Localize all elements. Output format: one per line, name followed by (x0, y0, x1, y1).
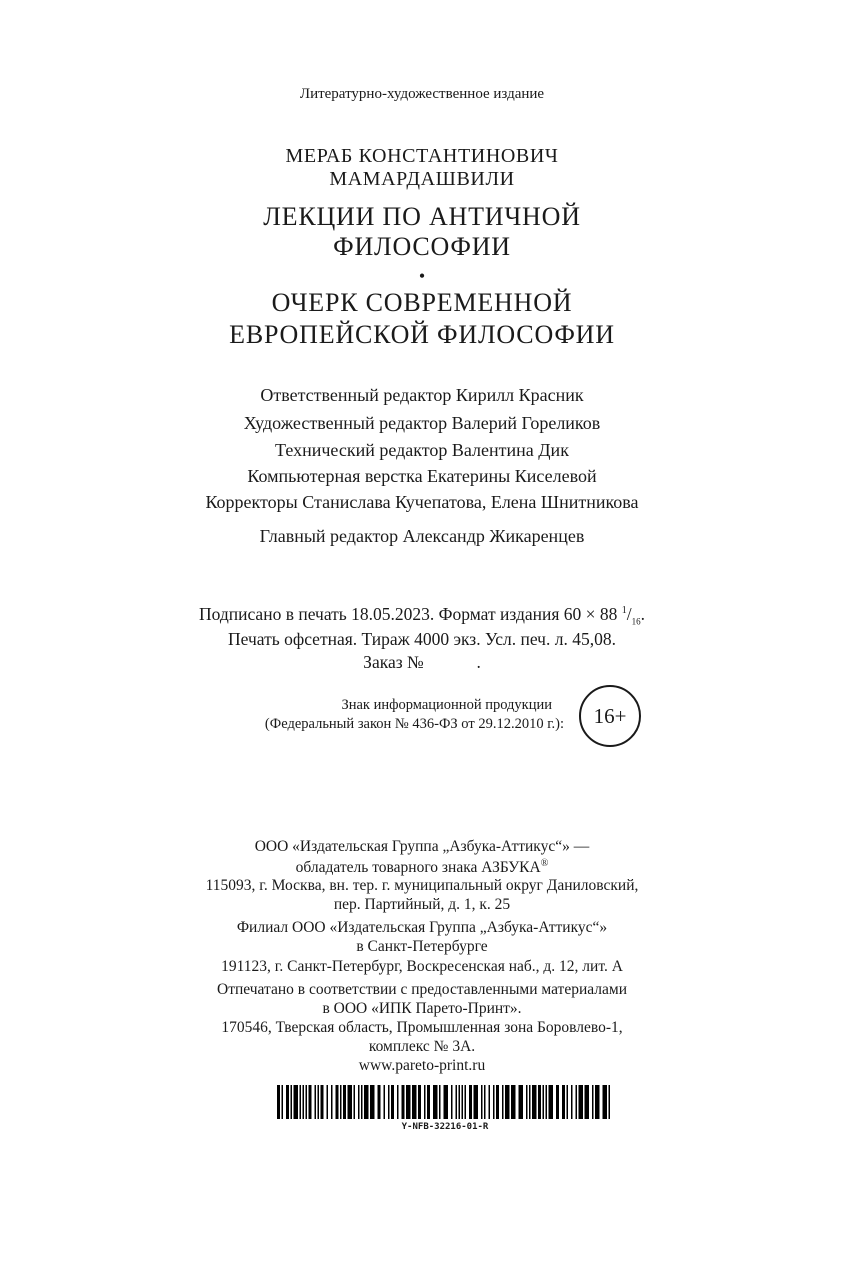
barcode-bar (519, 1085, 524, 1119)
printer-website: www.pareto-print.ru (358, 1057, 486, 1074)
barcode-bar (402, 1085, 405, 1119)
genre-label: Литературно-художественное издание (299, 86, 545, 102)
barcode-bar (406, 1085, 411, 1119)
barcode-bar (327, 1085, 329, 1119)
credit-line: Ответственный редактор Кирилл Красник (260, 385, 584, 405)
barcode-bar (532, 1085, 537, 1119)
barcode-bar (489, 1085, 491, 1119)
publisher-line3: 115093, г. Москва, вн. тер. г. муниципальный округ Даниловский, (205, 877, 639, 894)
barcode-bar (277, 1085, 280, 1119)
barcode-bar (496, 1085, 499, 1119)
barcode-bar (306, 1085, 308, 1119)
barcode-bar (526, 1085, 528, 1119)
branch-line2: в Санкт-Петербурге (356, 938, 488, 955)
chief-editor: Главный редактор Александр Жикаренцев (259, 526, 585, 546)
barcode-bar (444, 1085, 449, 1119)
barcode-bar (318, 1085, 320, 1119)
barcode-bar (538, 1085, 541, 1119)
registered-mark: ® (540, 858, 549, 869)
barcode-bar (567, 1085, 569, 1119)
barcode-bar (291, 1085, 293, 1119)
barcode-bar (571, 1085, 573, 1119)
barcode-bar (474, 1085, 479, 1119)
barcode-bar (303, 1085, 305, 1119)
printer-line1: Отпечатано в соответствии с предоставленными материалами (217, 981, 627, 998)
barcode-bar (592, 1085, 594, 1119)
barcode-bar (502, 1085, 504, 1119)
barcode-bar (364, 1085, 369, 1119)
barcode-bar (505, 1085, 510, 1119)
barcode-bar (315, 1085, 317, 1119)
book-title-1-line2: ФИЛОСОФИИ (333, 232, 511, 261)
barcode-bar (343, 1085, 346, 1119)
credit-line: Художественный редактор Валерий Гореликов (243, 413, 601, 433)
barcode-bar (433, 1085, 438, 1119)
credit-line: Технический редактор Валентина Дик (275, 440, 569, 460)
barcode-bar (427, 1085, 430, 1119)
credit-line: Корректоры Станислава Кучепатова, Елена Шнитникова (205, 492, 639, 512)
barcode-bar (546, 1085, 548, 1119)
barcode-bar (336, 1085, 339, 1119)
barcode-bar (549, 1085, 554, 1119)
barcode-bar (348, 1085, 353, 1119)
barcode-bar (456, 1085, 458, 1119)
barcode-bar (361, 1085, 363, 1119)
age-rating-badge: 16+ (579, 685, 641, 747)
barcode-bar (439, 1085, 441, 1119)
barcode-bar (459, 1085, 461, 1119)
publisher-line1: ООО «Издательская Группа „Азбука-Аттикус“» — (254, 838, 590, 855)
book-title-1-line1: ЛЕКЦИИ ПО АНТИЧНОЙ (263, 202, 581, 231)
barcode-bar (543, 1085, 545, 1119)
print-info-line1: Подписано в печать 18.05.2023. Формат издания 60 × 88 $^1/_{16}$. (198, 604, 646, 627)
author-name-line1: МЕРАБ КОНСТАНТИНОВИЧ (285, 145, 559, 167)
publisher-line4: пер. Партийный, д. 1, к. 25 (333, 896, 511, 913)
barcode-bar (418, 1085, 421, 1119)
print-info-line2: Печать офсетная. Тираж 4000 экз. Усл. печ. л. 45,08. (228, 629, 616, 649)
info-mark-line2: (Федеральный закон № 436-ФЗ от 29.12.2010 г.): (264, 716, 564, 732)
branch-line1: Филиал ООО «Издательская Группа „Азбука-Аттикус“» (236, 919, 608, 936)
barcode-bar (556, 1085, 559, 1119)
barcode-bar (451, 1085, 453, 1119)
barcode-bar (397, 1085, 399, 1119)
barcode-code: Y-NFB-32216-01-R (401, 1122, 489, 1132)
barcode-bar (579, 1085, 584, 1119)
barcode-bar (370, 1085, 375, 1119)
barcode-bar (562, 1085, 565, 1119)
book-title-2-line1: ОЧЕРК СОВРЕМЕННОЙ (271, 288, 573, 317)
barcode-bar (576, 1085, 578, 1119)
barcode-bar (282, 1085, 284, 1119)
book-title-2-line2: ЕВРОПЕЙСКОЙ ФИЛОСОФИИ (229, 320, 615, 349)
info-mark-line1: Знак информационной продукции (341, 697, 552, 713)
format-denominator: 16 (631, 616, 641, 627)
barcode-bar (493, 1085, 495, 1119)
barcode-bar (595, 1085, 600, 1119)
barcode-bar (294, 1085, 299, 1119)
barcode (277, 1085, 613, 1135)
barcode-bar (603, 1085, 608, 1119)
barcode-bar (462, 1085, 464, 1119)
barcode-bar (354, 1085, 356, 1119)
printer-line2: в ООО «ИПК Парето-Принт». (322, 1000, 522, 1017)
barcode-bar (340, 1085, 342, 1119)
barcode-bar (585, 1085, 590, 1119)
publisher-trademark-text: обладатель товарного знака АЗБУКА (295, 859, 541, 877)
order-number-line (0, 652, 844, 673)
branch-line3: 191123, г. Санкт-Петербург, Воскресенская наб., д. 12, лит. А (221, 958, 623, 975)
barcode-bar (529, 1085, 531, 1119)
title-separator: • (418, 266, 426, 286)
barcode-bar (309, 1085, 312, 1119)
barcode-bar (286, 1085, 289, 1119)
printer-line3: 170546, Тверская область, Промышленная зона Боровлево-1, (221, 1019, 623, 1036)
barcode-bar (469, 1085, 472, 1119)
barcode-bar (384, 1085, 386, 1119)
barcode-bar (465, 1085, 467, 1119)
barcode-bar (391, 1085, 394, 1119)
barcode-bars (277, 1085, 613, 1121)
publisher-line2 (0, 858, 844, 877)
order-end: . (476, 652, 481, 672)
barcode-bar (358, 1085, 360, 1119)
barcode-bar (300, 1085, 302, 1119)
barcode-bar (412, 1085, 417, 1119)
barcode-bar (388, 1085, 390, 1119)
credit-line: Компьютерная верстка Екатерины Киселевой (247, 466, 597, 486)
barcode-bar (511, 1085, 516, 1119)
barcode-bar (321, 1085, 324, 1119)
barcode-bar (484, 1085, 486, 1119)
barcode-bar (424, 1085, 426, 1119)
signed-to-print: Подписано в печать 18.05.2023. Формат издания 60 × 88 (198, 604, 618, 624)
format-numerator: 1 (621, 605, 627, 617)
order-label: Заказ № (363, 652, 424, 672)
barcode-bar (609, 1085, 611, 1119)
format-end: . (640, 604, 646, 624)
barcode-bar (378, 1085, 381, 1119)
barcode-bar (331, 1085, 333, 1119)
barcode-bar (481, 1085, 483, 1119)
printer-line4: комплекс № 3А. (368, 1038, 476, 1055)
author-name-line2: МАМАРДАШВИЛИ (329, 168, 515, 190)
